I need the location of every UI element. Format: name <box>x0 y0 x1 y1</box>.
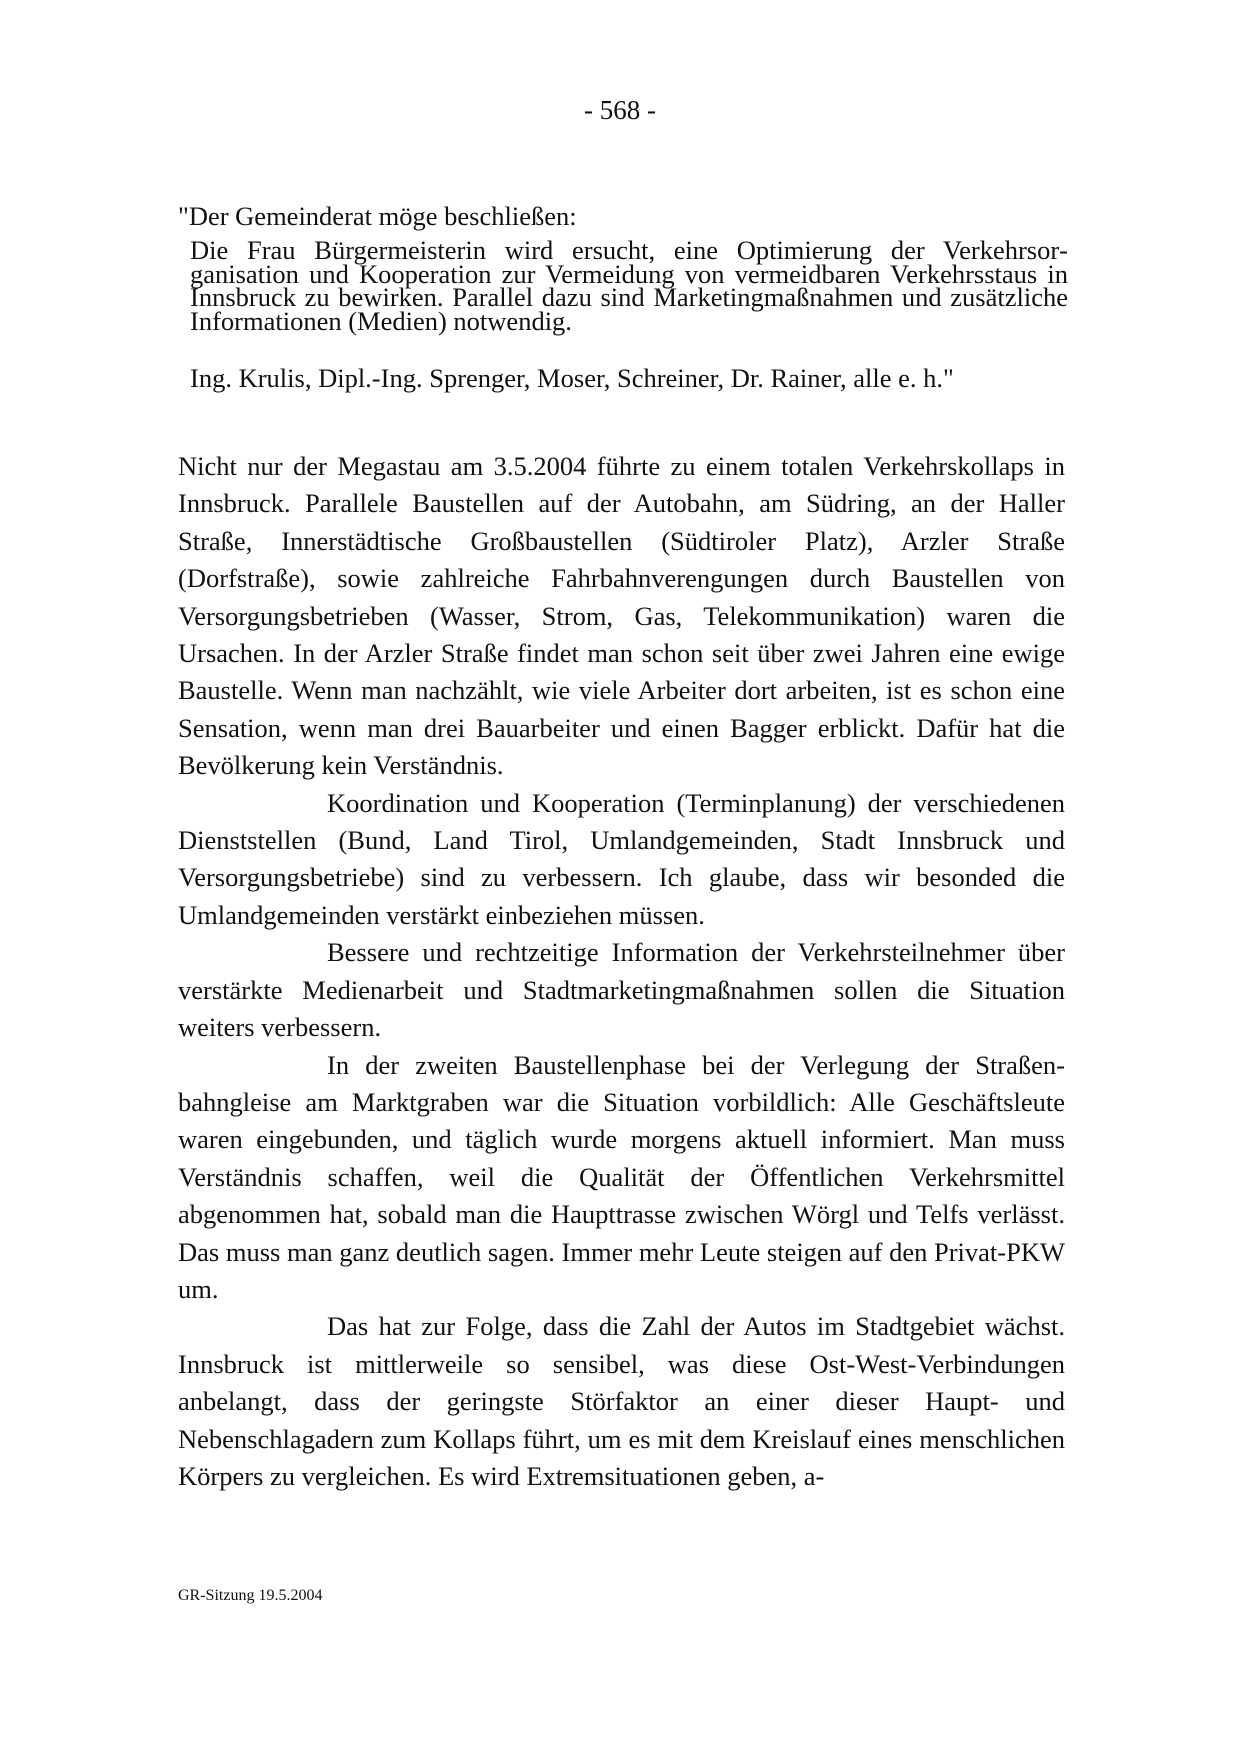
footer-session-date: GR-Sitzung 19.5.2004 <box>178 1587 323 1604</box>
paragraph-1: Nicht nur der Megastau am 3.5.2004 führte zu einem totalen Verkehrskollaps in Innsbruck. Parallele Baustellen auf der Autobahn, am Südring, an der Haller Straße, Innerstädtische Großbaustellen (Südtiroler Platz), Arzler Straße (Dorfstraße), sowie zahlreiche Fahrbahnverengungen durch Baustellen von Versorgungsbetrieben (Wasser, Strom, Gas, Telekommunikation) waren die Ursachen. In der Arzler Straße findet man schon seit über zwei Jahren eine ewige Baustelle. Wenn man nachzählt, wie viele Arbeiter dort arbeiten, ist es schon eine Sensation, wenn man drei Bauarbeiter und einen Bagger erblickt. Dafür hat die Bevölkerung kein Verständnis. <box>178 451 1065 781</box>
paragraph-5: Das hat zur Folge, dass die Zahl der Autos im Stadtgebiet wächst. Innsbruck ist mittlerweile so sensibel, was diese Ost-West-Verbindungen anbelangt, dass der geringste Störfaktor an einer dieser Haupt- und Nebenschlagadern zum Kollaps führt, um es mit dem Kreislauf eines menschlichen Körpers zu vergleichen. Es wird Extremsituationen geben, a- <box>178 1311 1065 1491</box>
body-text <box>178 448 1065 1495</box>
motion-intro: "Der Gemeinderat möge beschließen: <box>178 201 577 231</box>
paragraph-4: In der zweiten Baustellenphase bei der Verlegung der Straßenbahngleise am Marktgraben war die Situation vorbildlich: Alle Geschäftsleute waren eingebunden, und täglich wurde morgens aktuell informiert. Man muss Verständnis schaffen, weil die Qualität der Öffentlichen Verkehrsmittel abgenommen hat, sobald man die Haupttrasse zwischen Wörgl und Telfs verlässt. Das muss man ganz deutlich sagen. Immer mehr Leute steigen auf den Privat-PKW um. <box>178 1049 1065 1304</box>
motion-signatures: Ing. Krulis, Dipl.-Ing. Sprenger, Moser, Schreiner, Dr. Rainer, alle e. h." <box>190 363 954 393</box>
page-number: - 568 - <box>584 95 656 125</box>
paragraph-3: Bessere und rechtzeitige Information der Verkehrsteilnehmer über verstärkte Medienarbeit und Stadtmarketingmaßnahmen sollen die Situation weiters verbessern. <box>178 937 1065 1043</box>
paragraph-2: Koordination und Kooperation (Terminplanung) der verschiedenen Dienststellen (Bund, Land Tirol, Umlandgemeinden, Stadt Innsbruck und Versorgungsbetriebe) sind zu verbessern. Ich glaube, dass wir besonded die Umlandgemeinden verstärkt einbeziehen müssen. <box>178 787 1065 930</box>
motion-text: Die Frau Bürgermeisterin wird ersucht, eine Optimierung der Verkehrsorganisation und Kooperation zur Vermeidung von vermeidbaren Verkehrsstaus in Innsbruck zu bewirken. Parallel dazu sind Marketingmaßnahmen und zusätzliche Informationen (Medien) notwendig. <box>190 235 1068 336</box>
